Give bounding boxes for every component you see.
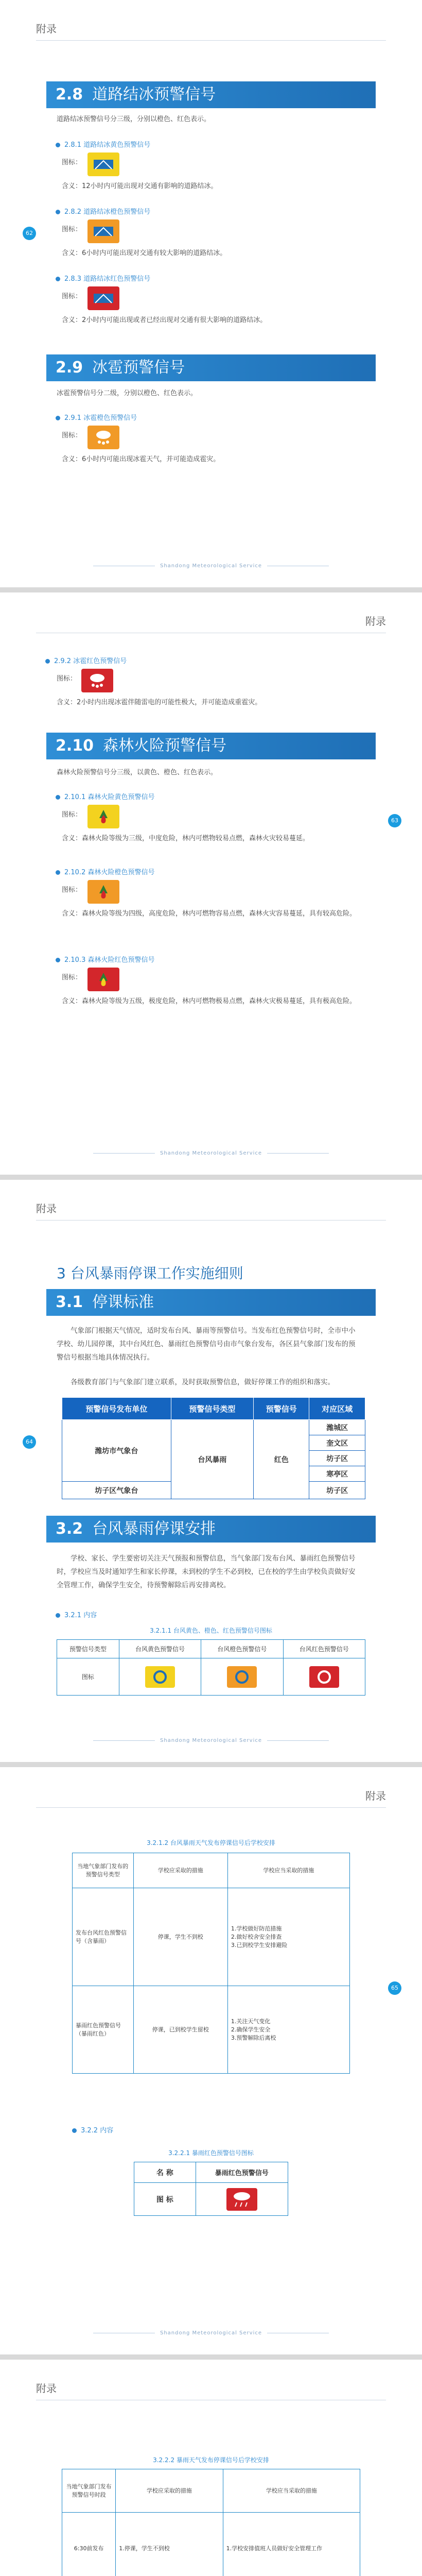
meaning-text: 含义：2小时内可能出现或者已经出现对交通有很大影响的道路结冰。 [62,316,267,324]
table-cell [227,1888,349,1986]
table-cell: 台风暴雨 [171,1420,253,1499]
header-rule [36,40,386,41]
section-title: 冰雹预警信号 [92,359,185,377]
table-caption: 3.2.1.1 台风黄色、橙色、红色预警信号图标 [150,1627,272,1634]
section-intro: 冰雹预警信号分二级，分别以橙色、红色表示。 [57,389,198,397]
page-number: 62 [23,227,36,240]
page-4 [0,1767,422,2354]
table-cell: 停课，学生不到校 [133,1888,227,1986]
meaning-text: 含义：森林火险等级为三级，中度危险，林内可燃物较易点燃，森林火灾较易蔓延。 [62,835,310,842]
page-header: 附录 [365,615,386,628]
table-cell: 奎文区 [309,1435,365,1451]
table-cell: 坊子区气象台 [62,1482,171,1499]
footer-text: Shandong Meteorological Service [160,1150,262,1156]
page-header: 附录 [36,2382,57,2395]
table-cell: 暴雨红色预警信号（暴雨红色） [73,1986,134,2074]
table-caption: 3.2.2.2 暴雨天气发布停课信号后学校安排 [153,2456,269,2464]
warning-area-table [62,1397,365,1499]
typhoon-orange-icon [227,1666,257,1688]
page-footer [0,1738,422,1743]
page-5 [0,2360,422,2576]
chapter-title-text: 台风暴雨停课工作实施细则 [70,1265,243,1282]
page-header: 附录 [365,1790,386,1802]
section-bar-2-8 [46,81,376,108]
section-intro: 森林火险预警信号分三级，以黄色、橙色、红色表示。 [57,769,218,776]
typhoon-red-icon [309,1666,339,1688]
meaning-text: 含义：森林火险等级为四级，高度危险，林内可燃物容易点燃，森林火灾容易蔓延，具有较高危险。 [62,910,357,918]
footer-text: Shandong Meteorological Service [160,563,262,569]
icon-label: 图标： [62,886,82,894]
meaning-text: 含义：6小时内可能出现冰雹天气，并可能造成雹灾。 [62,455,220,463]
table-header: 学校应采取的措施 [116,2469,223,2513]
table-cell: 暴雨红色预警信号 [196,2162,288,2183]
typhoon-school-arrangement-table [72,1853,350,2074]
subsection-3-2-1: 3.2.1 内容 [56,1609,97,1619]
road-icing-red-icon [87,286,119,310]
icon-label: 图标： [62,811,82,819]
paragraph: 各级教育部门与气象部门建立联系，及时获取预警信息，做好停课工作的组织和落实。 [71,1378,335,1386]
section-bar-2-9 [46,354,376,381]
measure-item: 3.已到校学生安排避险 [231,1941,288,1948]
table-cell: 寒亭区 [309,1466,365,1482]
forest-fire-yellow-icon [87,805,119,828]
section-bar-2-10 [46,733,376,759]
paragraph: 学校、家长、学生要密切关注天气预报和预警信息，当气象部门发布台风、暴雨红色预警信号时，学校应当及时通知学生和家长停课，未到校的学生不必到校，已在校的学生由学校负责做好安全管理工作，确保学生安全，待预警解除后再安排离校。 [57,1554,356,1589]
table-caption: 3.2.1.2 台风暴雨天气发布停课信号后学校安排 [147,1839,275,1846]
icon-label: 图标： [62,974,82,981]
chapter-title [57,1262,243,1283]
rainstorm-red-icon-table [134,2162,288,2216]
page-header: 附录 [36,1202,57,1215]
rainstorm-school-arrangement-table [62,2469,360,2576]
icon-label: 图标： [62,293,82,300]
table-header: 台风黄色预警信号 [119,1640,201,1658]
section-title: 道路结冰预警信号 [92,86,216,104]
forest-fire-red-icon [87,968,119,991]
rainstorm-red-icon [226,2188,257,2211]
page-footer [0,1150,422,1156]
measure-item: 1.关注天气变化 [231,2018,271,2025]
road-icing-yellow-icon [87,152,119,176]
section-number: 3.2 [56,1520,83,1538]
meaning-text: 含义：森林火险等级为五级，极度危险，林内可燃物极易点燃，森林火灾极易蔓延，具有极高危险。 [62,997,357,1005]
table-cell: 坊子区 [309,1482,365,1499]
table-header: 预警信号 [253,1398,309,1420]
table-cell: 潍坊市气象台 [62,1420,171,1482]
page-number: 64 [23,1435,36,1449]
icon-label: 图标： [62,226,82,233]
measure-item: 1.学校做好防范措施 [231,1925,282,1932]
table-cell [119,1658,201,1696]
subsection-2-9-1: 2.9.1 冰雹橙色预警信号 [56,412,137,422]
icon-label: 图标： [62,432,82,439]
footer-text: Shandong Meteorological Service [160,1738,262,1743]
subsection-2-8-2: 2.8.2 道路结冰橙色预警信号 [56,206,150,216]
hail-red-icon [81,669,113,692]
page-1 [0,0,422,587]
table-cell: 1.学校安排值班人员做好安全管理工作 [223,2513,360,2576]
forest-fire-orange-icon [87,880,119,904]
subsection-3-2-2: 3.2.2 内容 [72,2125,113,2134]
table-cell: 图 标 [134,2183,196,2216]
table-cell: 停课，已到校学生留校 [133,1986,227,2074]
footer-text: Shandong Meteorological Service [160,2330,262,2336]
icon-label: 图标： [62,159,82,166]
section-title: 森林火险预警信号 [103,737,227,755]
meaning-text: 含义：6小时内可能出现对交通有较大影响的道路结冰。 [62,249,227,257]
section-number: 2.9 [56,359,83,377]
paragraph: 气象部门根据天气情况，适时发布台风、暴雨等预警信号。当发布红色预警信号时，全市中小学校、幼儿园停课，其中台风红色、暴雨红色预警信号由市气象台发布，各区县气象部门发布的预警信号根据当地具体情况执行。 [57,1327,356,1362]
table-cell: 坊子区 [309,1451,365,1466]
table-header: 当地气象部门发布预警信号时段 [62,2469,116,2513]
table-cell: 发布台风红色预警信号（含暴雨） [73,1888,134,1986]
page-number: 65 [388,1981,401,1995]
table-cell: 6:30前发布 [62,2513,116,2576]
page-number: 63 [388,814,401,827]
subsection-2-10-1: 2.10.1 森林火险黄色预警信号 [56,791,154,801]
table-caption: 3.2.2.1 暴雨红色预警信号图标 [168,2149,254,2157]
table-header: 学校应采取的措施 [133,1853,227,1888]
page-header: 附录 [36,23,57,35]
section-intro: 道路结冰预警信号分三级，分别以橙色、红色表示。 [57,115,211,123]
subsection-2-9-2: 2.9.2 冰雹红色预警信号 [45,655,127,665]
section-title: 停课标准 [92,1293,154,1311]
table-cell: 红色 [253,1420,309,1499]
table-header: 学校应当采取的措施 [227,1853,349,1888]
table-cell [196,2183,288,2216]
table-header: 台风橙色预警信号 [201,1640,283,1658]
header-rule [36,1807,386,1808]
section-bar-3-1 [46,1289,376,1316]
table-cell: 名 称 [134,2162,196,2183]
table-header: 对应区域 [309,1398,365,1420]
table-header: 预警信号发布单位 [62,1398,171,1420]
subsection-2-8-1: 2.8.1 道路结冰黄色预警信号 [56,139,150,149]
table-header: 预警信号类型 [171,1398,253,1420]
section-title: 台风暴雨停课安排 [92,1520,216,1538]
table-cell: 潍城区 [309,1420,365,1435]
icon-label: 图标： [57,675,77,683]
chapter-number: 3 [57,1265,66,1282]
subsection-2-10-2: 2.10.2 森林火险橙色预警信号 [56,867,154,876]
measure-item: 2.做好校舍安全排查 [231,1933,282,1940]
meaning-text: 含义：12小时内可能出现对交通有影响的道路结冰。 [62,182,218,190]
subsection-2-8-3: 2.8.3 道路结冰红色预警信号 [56,273,150,283]
meaning-text: 含义：2小时内出现冰雹伴随雷电的可能性极大，并可能造成重雹灾。 [57,699,262,706]
table-header: 学校应当采取的措施 [223,2469,360,2513]
table-cell [283,1658,365,1696]
section-bar-3-2 [46,1516,376,1543]
header-rule [36,1220,386,1221]
table-cell: 图标 [57,1658,119,1696]
table-header: 当地气象部门发布的预警信号类型 [73,1853,134,1888]
hail-orange-icon [87,426,119,449]
section-number: 2.10 [56,737,94,755]
page-footer [0,2330,422,2336]
page-3 [0,1180,422,1762]
table-header: 预警信号类型 [57,1640,119,1658]
table-cell [227,1986,349,2074]
section-number: 2.8 [56,86,83,104]
page-footer [0,563,422,569]
table-cell [201,1658,283,1696]
subsection-2-10-3: 2.10.3 森林火险红色预警信号 [56,954,154,964]
section-number: 3.1 [56,1293,83,1311]
typhoon-yellow-icon [145,1666,175,1688]
table-cell: 1.停课，学生不到校 [116,2513,223,2576]
table-header: 台风红色预警信号 [283,1640,365,1658]
page-2 [0,592,422,1175]
typhoon-icon-table [57,1639,365,1696]
measure-item: 2.确保学生安全 [231,2026,271,2033]
measure-item: 3.预警解除后离校 [231,2034,276,2041]
road-icing-orange-icon [87,219,119,243]
